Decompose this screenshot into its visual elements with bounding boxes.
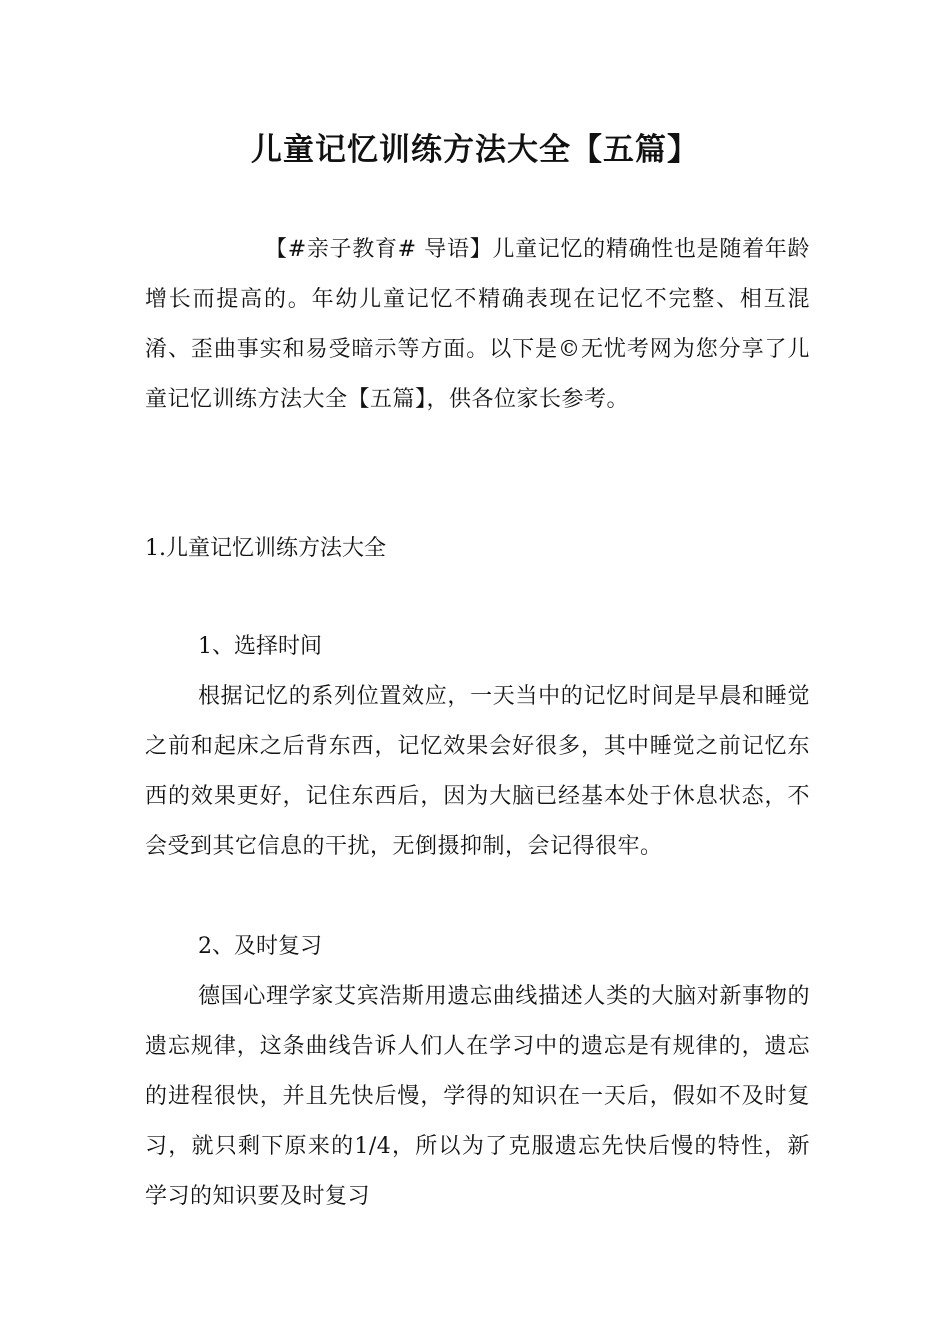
item-heading-select-time: 1、选择时间 <box>198 634 322 659</box>
item-heading-timely-review: 2、及时复习 <box>198 934 322 959</box>
item-paragraph-timely-review: 德国心理学家艾宾浩斯用遗忘曲线描述人类的大脑对新事物的遗忘规律，这条曲线告诉人们人在学习中的遗忘是有规律的，遗忘的进程很快，并且先快后慢，学得的知识在一天后，假如不及时复习，就只剩下原来的1/4，所以为了克服遗忘先快后慢的特性，新学习的知识要及时复习 <box>145 984 810 1209</box>
intro-paragraph: 【#亲子教育# 导语】儿童记忆的精确性也是随着年龄增长而提高的。年幼儿童记忆不精确表现在记忆不完整、相互混淆、歪曲事实和易受暗示等方面。以下是©无忧考网为您分享了儿童记忆训练方法大全【五篇】，供各位家长参考。 <box>145 237 810 412</box>
document-title: 儿童记忆训练方法大全【五篇】 <box>251 132 699 168</box>
item-paragraph-select-time: 根据记忆的系列位置效应，一天当中的记忆时间是早晨和睡觉之前和起床之后背东西，记忆效果会好很多，其中睡觉之前记忆东西的效果更好，记住东西后，因为大脑已经基本处于休息状态，不会受到其它信息的干扰，无倒摄抑制，会记得很牢。 <box>145 684 810 859</box>
section-heading: 1.儿童记忆训练方法大全 <box>145 536 386 561</box>
